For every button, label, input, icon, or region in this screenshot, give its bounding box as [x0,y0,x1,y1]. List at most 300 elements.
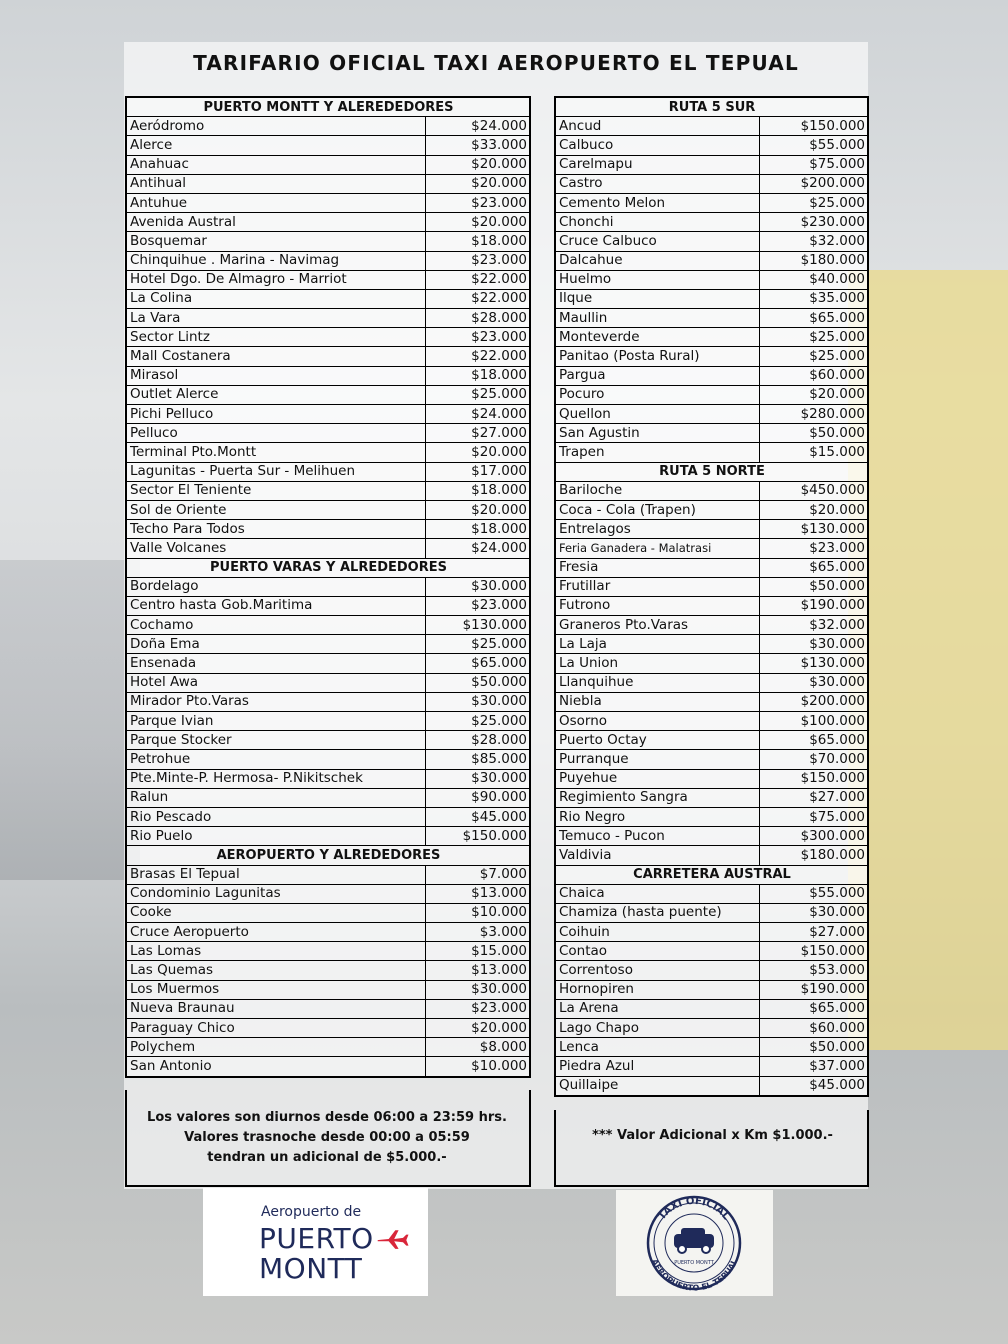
destination-row [555,174,868,193]
destination-name: Chamiza (hasta puente) [555,903,759,922]
destination-price: $27.000 [759,788,868,807]
destination-row [555,500,868,519]
destination-price: $18.000 [425,520,530,539]
destination-price: $25.000 [759,328,868,347]
destination-row [126,500,530,519]
destination-name: Lenca [555,1038,759,1057]
destination-row [126,865,530,884]
destination-name: Castro [555,174,759,193]
destination-price: $50.000 [759,577,868,596]
destination-row [126,347,530,366]
destination-name: Ilque [555,289,759,308]
destination-row [126,539,530,558]
destination-name: Cruce Calbuco [555,232,759,251]
destination-row [555,366,868,385]
destination-row [555,712,868,731]
destination-price: $450.000 [759,481,868,500]
destination-row [126,788,530,807]
destination-row [126,999,530,1018]
destination-name: Sol de Oriente [126,500,425,519]
destination-row [555,309,868,328]
destination-name: Trapen [555,443,759,462]
destination-price: $18.000 [425,366,530,385]
destination-name: Quellon [555,405,759,424]
destination-price: $85.000 [425,750,530,769]
destination-row [555,155,868,174]
destination-price: $130.000 [759,520,868,539]
airport-logo-line1: Aeropuerto de [261,1204,362,1220]
destination-name: Las Quemas [126,961,425,980]
section-title: RUTA 5 NORTE [555,462,868,481]
destination-name: Avenida Austral [126,213,425,232]
destination-price: $27.000 [425,424,530,443]
destination-name: Huelmo [555,270,759,289]
destination-name: Monteverde [555,328,759,347]
destination-row [555,232,868,251]
destination-price: $28.000 [425,309,530,328]
destination-price: $90.000 [425,788,530,807]
destination-price: $24.000 [425,539,530,558]
destination-row [555,251,868,270]
destination-price: $40.000 [759,270,868,289]
destination-name: Lagunitas - Puerta Sur - Melihuen [126,462,425,481]
destination-price: $200.000 [759,692,868,711]
destination-price: $20.000 [425,1019,530,1038]
svg-text:TAXI OFICIAL [657,1196,732,1223]
destination-price: $20.000 [425,155,530,174]
destination-price: $22.000 [425,347,530,366]
destination-price: $30.000 [759,903,868,922]
background-yellow-wall [848,270,1008,1050]
destination-name: Graneros Pto.Varas [555,616,759,635]
destination-row [126,443,530,462]
destination-price: $20.000 [425,500,530,519]
destination-row [126,270,530,289]
destination-price: $30.000 [425,692,530,711]
destination-price: $37.000 [759,1057,868,1076]
destination-name: Valdivia [555,846,759,865]
destination-name: Puerto Octay [555,731,759,750]
destination-name: La Vara [126,309,425,328]
section-header-row [126,846,530,865]
seal-middle-text: PUERTO MONTT [674,1260,714,1266]
section-header-row [555,462,868,481]
destination-name: Hotel Awa [126,673,425,692]
destination-name: Outlet Alerce [126,385,425,404]
destination-price: $32.000 [759,232,868,251]
section-title: PUERTO VARAS Y ALREDEDORES [126,558,530,577]
destination-row [555,347,868,366]
destination-name: Ensenada [126,654,425,673]
destination-name: La Arena [555,999,759,1018]
airport-logo-line3: MONTT [259,1252,363,1285]
taxi-seal-icon [616,1190,773,1296]
destination-name: Piedra Azul [555,1057,759,1076]
destination-name: Chinquihue . Marina - Navimag [126,251,425,270]
destination-price: $45.000 [425,807,530,826]
destination-price: $180.000 [759,251,868,270]
destination-name: Calbuco [555,136,759,155]
destination-name: Techo Para Todos [126,520,425,539]
destination-row [126,366,530,385]
destination-name: Correntoso [555,961,759,980]
destination-name: Paraguay Chico [126,1019,425,1038]
destination-row [555,481,868,500]
destination-price: $23.000 [425,193,530,212]
destination-price: $10.000 [425,1057,530,1077]
destination-name: Bariloche [555,481,759,500]
destination-name: Alerce [126,136,425,155]
destination-row [126,903,530,922]
destination-price: $25.000 [425,385,530,404]
destination-row [126,405,530,424]
destination-name: Frutillar [555,577,759,596]
destination-row [555,827,868,846]
destination-price: $300.000 [759,827,868,846]
destination-row [555,213,868,232]
destination-row [555,903,868,922]
destination-name: Mirasol [126,366,425,385]
destination-price: $30.000 [425,769,530,788]
destination-row [126,385,530,404]
destination-row [555,117,868,136]
destination-price: $25.000 [425,635,530,654]
destination-row [126,193,530,212]
destination-name: Purranque [555,750,759,769]
destination-price: $22.000 [425,289,530,308]
destination-row [126,596,530,615]
destination-name: Hotel Dgo. De Almagro - Marriot [126,270,425,289]
destination-row [555,558,868,577]
destination-price: $280.000 [759,405,868,424]
destination-price: $190.000 [759,596,868,615]
destination-price: $55.000 [759,884,868,903]
destination-row [126,251,530,270]
note-line-3: tendran un adicional de $5.000.- [207,1150,447,1165]
destination-name: Feria Ganadera - Malatrasi [555,539,759,558]
destination-row [126,635,530,654]
destination-row [555,443,868,462]
destination-row [126,1019,530,1038]
destination-row [126,712,530,731]
destination-price: $20.000 [759,500,868,519]
destination-price: $100.000 [759,712,868,731]
destination-name: San Agustin [555,424,759,443]
destination-price: $50.000 [759,1038,868,1057]
destination-row [555,616,868,635]
destination-price: $20.000 [759,385,868,404]
destination-row [555,596,868,615]
destination-price: $65.000 [759,558,868,577]
airport-logo-line2: PUERTO [259,1222,374,1255]
destination-name: Pelluco [126,424,425,443]
destination-price: $27.000 [759,923,868,942]
destination-row [555,923,868,942]
section-header-row [126,97,530,117]
destination-price: $50.000 [759,424,868,443]
destination-price: $75.000 [759,807,868,826]
destination-row [126,213,530,232]
destination-row [555,193,868,212]
destination-name: Niebla [555,692,759,711]
destination-row [126,520,530,539]
destination-row [126,174,530,193]
destination-name: Osorno [555,712,759,731]
destination-row [126,577,530,596]
destination-price: $23.000 [759,539,868,558]
destination-name: Brasas El Tepual [126,865,425,884]
section-title: AEROPUERTO Y ALREDEDORES [126,846,530,865]
destination-price: $15.000 [759,443,868,462]
destination-row [555,980,868,999]
destination-row [555,999,868,1018]
destination-name: Hornopiren [555,980,759,999]
destination-row [126,155,530,174]
destination-name: Rio Negro [555,807,759,826]
destination-name: Dalcahue [555,251,759,270]
destination-row [126,692,530,711]
destination-name: Petrohue [126,750,425,769]
destination-name: La Laja [555,635,759,654]
destination-price: $17.000 [425,462,530,481]
destination-price: $65.000 [425,654,530,673]
destination-name: San Antonio [126,1057,425,1077]
destination-name: Mall Costanera [126,347,425,366]
destination-price: $65.000 [759,731,868,750]
destination-name: Doña Ema [126,635,425,654]
section-title: CARRETERA AUSTRAL [555,865,868,884]
destination-name: Ralun [126,788,425,807]
destination-name: Quillaipe [555,1076,759,1096]
destination-name: Regimiento Sangra [555,788,759,807]
section-title: PUERTO MONTT Y ALEREDEDORES [126,97,530,117]
destination-name: Temuco - Pucon [555,827,759,846]
destination-price: $50.000 [425,673,530,692]
destination-row [555,769,868,788]
destination-row [555,1076,868,1096]
destination-row [555,385,868,404]
destination-row [555,577,868,596]
destination-price: $60.000 [759,366,868,385]
destination-price: $65.000 [759,999,868,1018]
destination-row [126,232,530,251]
destination-row [126,1038,530,1057]
destination-name: Aeródromo [126,117,425,136]
destination-row [126,117,530,136]
destination-price: $22.000 [425,270,530,289]
destination-name: Pargua [555,366,759,385]
destination-row [555,1038,868,1057]
destination-price: $65.000 [759,309,868,328]
destination-price: $150.000 [759,117,868,136]
section-title: RUTA 5 SUR [555,97,868,117]
destination-row [126,462,530,481]
destination-price: $30.000 [425,980,530,999]
destination-name: Valle Volcanes [126,539,425,558]
destination-price: $20.000 [425,213,530,232]
destination-name: Sector Lintz [126,328,425,347]
destination-name: Bordelago [126,577,425,596]
destination-price: $15.000 [425,942,530,961]
destination-price: $28.000 [425,731,530,750]
destination-price: $23.000 [425,251,530,270]
destination-price: $60.000 [759,1019,868,1038]
destination-name: Coihuin [555,923,759,942]
destination-row [555,884,868,903]
destination-price: $32.000 [759,616,868,635]
destination-price: $7.000 [425,865,530,884]
destination-name: Ancud [555,117,759,136]
destination-row [126,481,530,500]
note-line-2: Valores trasnoche desde 00:00 a 05:59 [184,1130,470,1145]
destination-row [555,807,868,826]
destination-row [555,942,868,961]
note-line-1: Los valores son diurnos desde 06:00 a 23:59 hrs. [147,1110,507,1125]
section-header-row [126,558,530,577]
destination-price: $3.000 [425,923,530,942]
destination-price: $230.000 [759,213,868,232]
destination-price: $24.000 [425,405,530,424]
destination-price: $150.000 [759,942,868,961]
destination-row [555,424,868,443]
destination-price: $33.000 [425,136,530,155]
destination-price: $25.000 [425,712,530,731]
page-title: TARIFARIO OFICIAL TAXI AEROPUERTO EL TEPUAL [193,51,799,75]
destination-name: Los Muermos [126,980,425,999]
destination-row [555,270,868,289]
destination-price: $20.000 [425,174,530,193]
destination-row [555,635,868,654]
destination-price: $18.000 [425,481,530,500]
destination-price: $30.000 [425,577,530,596]
km-surcharge-note: *** Valor Adicional x Km $1.000.- [592,1128,833,1143]
destination-name: Cochamo [126,616,425,635]
destination-price: $30.000 [759,635,868,654]
destination-name: Panitao (Posta Rural) [555,347,759,366]
section-header-row [555,97,868,117]
destination-name: Rio Puelo [126,827,425,846]
left-tariff-table [125,96,531,1078]
destination-row [126,654,530,673]
section-header-row [555,865,868,884]
destination-row [126,328,530,347]
destination-row [126,289,530,308]
destination-row [126,980,530,999]
destination-name: Rio Pescado [126,807,425,826]
destination-price: $45.000 [759,1076,868,1096]
destination-row [126,136,530,155]
destination-name: Polychem [126,1038,425,1057]
destination-name: Fresia [555,558,759,577]
destination-row [555,328,868,347]
destination-name: Lago Chapo [555,1019,759,1038]
destination-price: $13.000 [425,961,530,980]
destination-row [555,136,868,155]
destination-row [126,424,530,443]
destination-name: Antuhue [126,193,425,212]
airport-logo [203,1188,428,1296]
destination-row [126,1057,530,1077]
destination-price: $75.000 [759,155,868,174]
destination-row [555,961,868,980]
seal-bottom-text: AEROPUERTO EL TEPUAL [649,1257,740,1293]
destination-name: Chaica [555,884,759,903]
destination-row [126,827,530,846]
destination-name: Entrelagos [555,520,759,539]
destination-name: Pte.Minte-P. Hermosa- P.Nikitschek [126,769,425,788]
destination-name: Antihual [126,174,425,193]
destination-row [555,731,868,750]
destination-row [126,923,530,942]
seal-top-text: TAXI OFICIAL [656,1195,732,1223]
destination-name: Mirador Pto.Varas [126,692,425,711]
destination-name: La Colina [126,289,425,308]
destination-name: Chonchi [555,213,759,232]
destination-name: Centro hasta Gob.Maritima [126,596,425,615]
destination-row [555,405,868,424]
km-surcharge-box [554,1110,869,1187]
night-surcharge-note [125,1108,529,1168]
destination-row [126,807,530,826]
destination-row [126,616,530,635]
destination-name: Futrono [555,596,759,615]
destination-name: Contao [555,942,759,961]
destination-row [555,846,868,865]
destination-name: Parque Ivian [126,712,425,731]
destination-name: Terminal Pto.Montt [126,443,425,462]
destination-price: $23.000 [425,328,530,347]
destination-row [126,309,530,328]
destination-name: Llanquihue [555,673,759,692]
destination-name: Carelmapu [555,155,759,174]
destination-row [555,1019,868,1038]
destination-price: $53.000 [759,961,868,980]
destination-price: $13.000 [425,884,530,903]
destination-price: $200.000 [759,174,868,193]
destination-row [126,942,530,961]
destination-price: $150.000 [759,769,868,788]
airplane-icon [375,1228,409,1250]
destination-price: $25.000 [759,193,868,212]
destination-row [126,961,530,980]
destination-row [555,654,868,673]
destination-name: Puyehue [555,769,759,788]
destination-name: Cemento Melon [555,193,759,212]
destination-price: $130.000 [425,616,530,635]
destination-name: Parque Stocker [126,731,425,750]
destination-price: $10.000 [425,903,530,922]
destination-row [126,884,530,903]
destination-name: Anahuac [126,155,425,174]
destination-price: $130.000 [759,654,868,673]
destination-row [126,769,530,788]
destination-price: $35.000 [759,289,868,308]
destination-row [555,673,868,692]
destination-name: Cruce Aeropuerto [126,923,425,942]
destination-row [126,750,530,769]
taxi-oficial-seal [616,1190,773,1296]
destination-price: $70.000 [759,750,868,769]
destination-price: $180.000 [759,846,868,865]
destination-name: Las Lomas [126,942,425,961]
destination-name: Coca - Cola (Trapen) [555,500,759,519]
destination-name: Condominio Lagunitas [126,884,425,903]
destination-price: $30.000 [759,673,868,692]
destination-row [126,673,530,692]
destination-name: Sector El Teniente [126,481,425,500]
destination-row [555,692,868,711]
destination-price: $24.000 [425,117,530,136]
